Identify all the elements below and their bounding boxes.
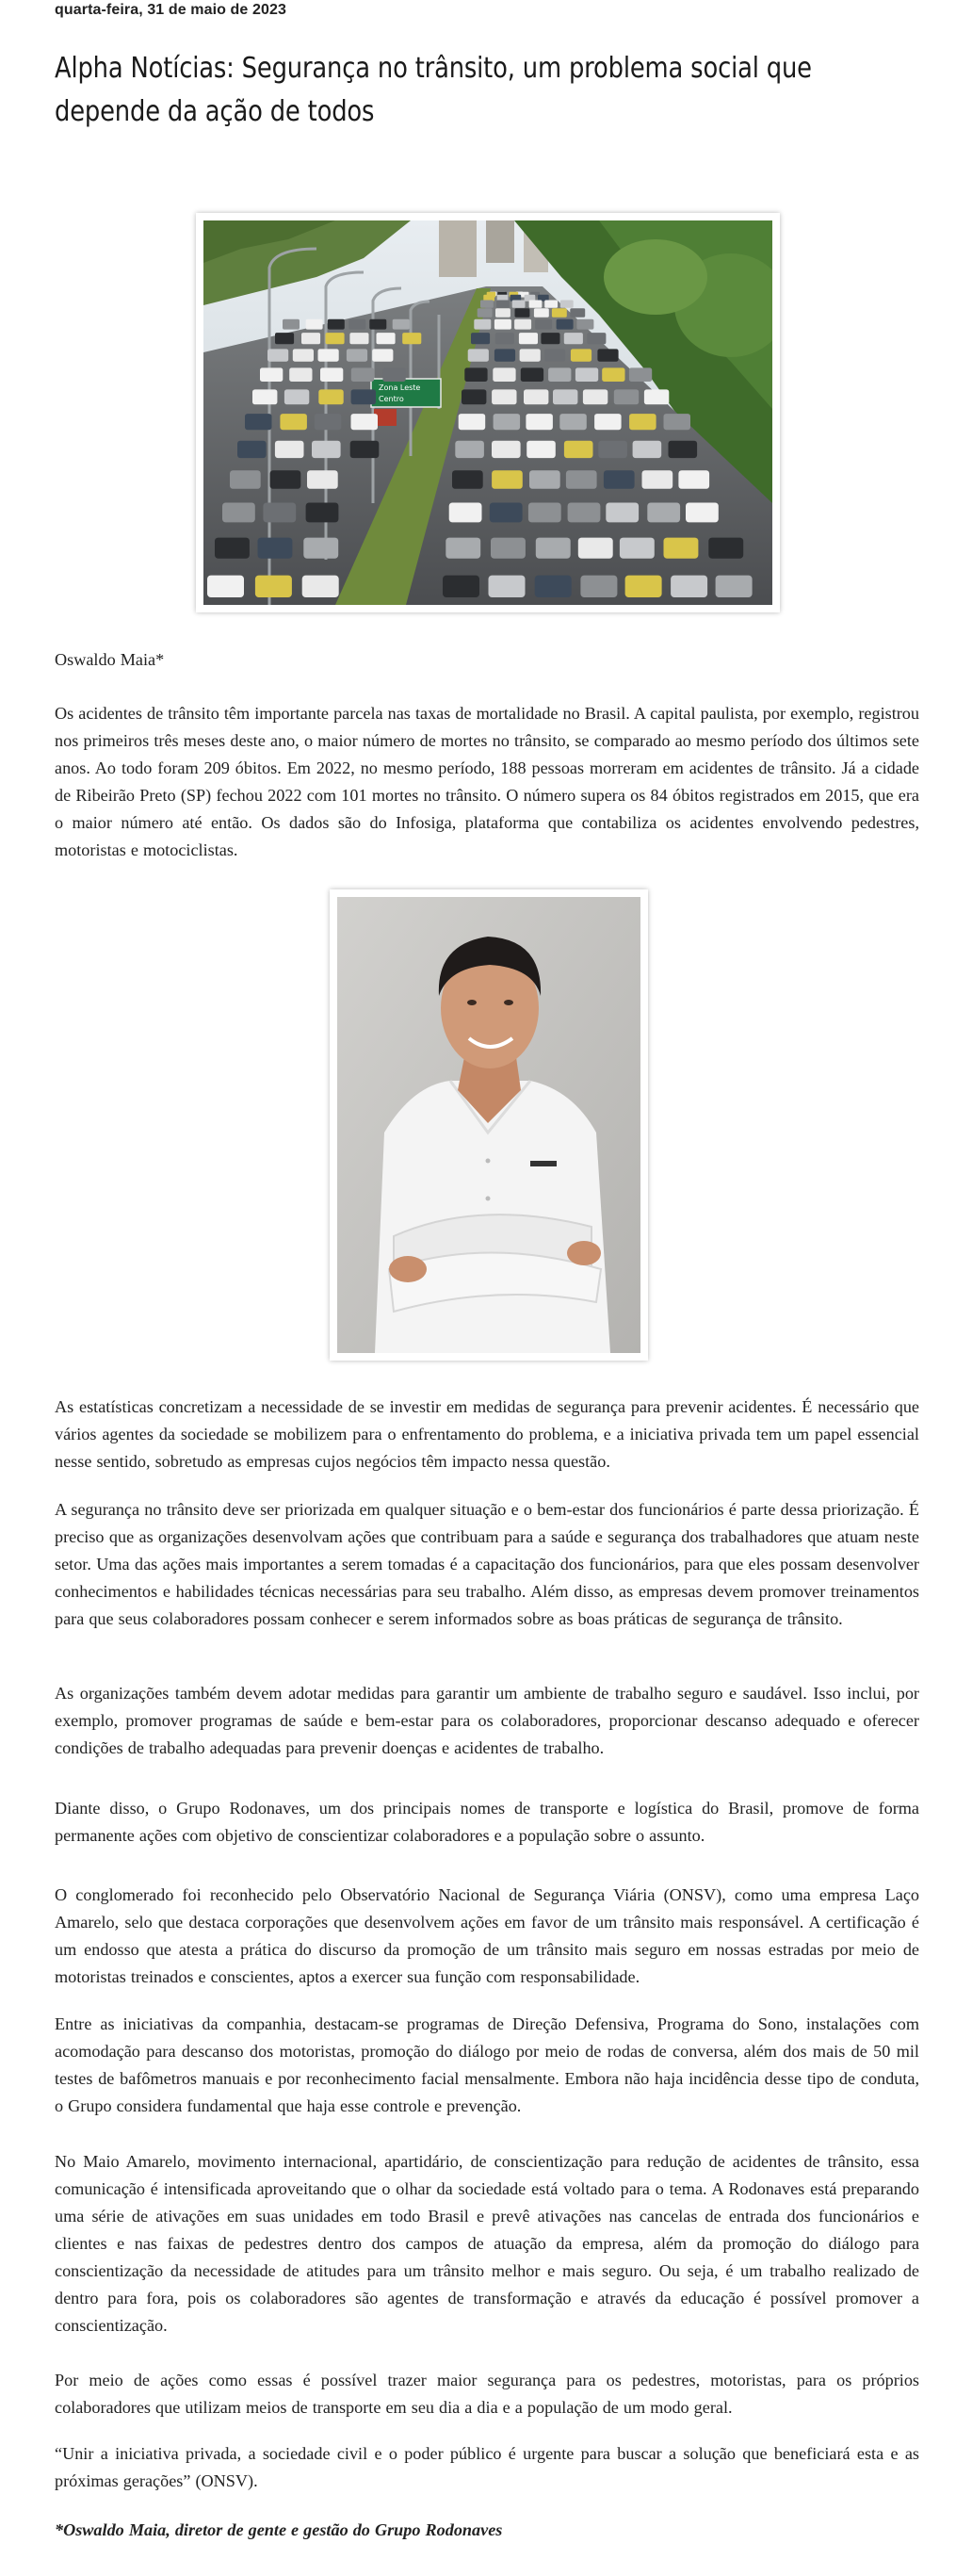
car (564, 441, 593, 458)
car (578, 538, 613, 559)
car (568, 503, 601, 523)
car (544, 301, 558, 308)
car (491, 538, 526, 559)
car (446, 538, 480, 559)
car (443, 576, 479, 597)
car (678, 470, 709, 489)
car (664, 538, 699, 559)
car (571, 349, 591, 361)
paragraph-6: O conglomerado foi reconhecido pelo Observatório Nacional de Segurança Viária (ONSV), como uma empresa Laço Amarelo, selo que destaca corporações que desenvolvem ações em favor de um trânsito mais responsável. A certificação é um endosso que atesta a prática do discurso da promoção de um trânsito mais seguro em nossas estradas por meio de motoristas treinados e conscientes, aptos a exercer sua função com responsabilidade. (55, 1885, 919, 1986)
paragraph-10: “Unir a iniciativa privada, a sociedade civil e o poder público é urgente para buscar a solução que beneficiará esta e as próximas gerações” (ONSV). (55, 2444, 919, 2490)
author-portrait-image (337, 897, 640, 1353)
car (526, 414, 553, 430)
car (494, 349, 515, 361)
car (351, 367, 374, 382)
car (230, 470, 261, 489)
sign-text-2: Centro (379, 395, 404, 403)
car (293, 349, 314, 361)
car (716, 576, 753, 597)
car (598, 441, 627, 458)
car (349, 333, 368, 344)
car (452, 470, 483, 489)
car (326, 333, 345, 344)
car (570, 308, 585, 318)
car (474, 319, 491, 330)
car (490, 503, 523, 523)
author-portrait-photo[interactable] (330, 889, 648, 1361)
paragraph-1: Os acidentes de trânsito têm importante parcela nas taxas de mortalidade no Brasil. A capital paulista, por exemplo, registrou nos primeiros três meses deste ano, o maior número de mortes no trânsito, se comparado ao mesmo período dos últimos sete anos. Ao todo foram 209 óbitos. Em 2022, no mesmo período, 188 pessoas morreram em acidentes de trânsito. Já a cidade de Ribeirão Preto (SP) fechou 2022 com 101 mortes no trânsito. O número supera os 84 óbitos registrados em 2015, que era o maior número até então. Os dados são do Infosiga, plataforma que contabiliza os acidentes envolvendo pedestres, motoristas e motociclistas. (55, 704, 919, 859)
car (255, 576, 292, 597)
car (492, 470, 523, 489)
car (270, 470, 301, 489)
car (534, 308, 549, 318)
car (267, 349, 288, 361)
car (664, 414, 691, 430)
car (604, 470, 635, 489)
car (686, 503, 719, 523)
car (455, 441, 484, 458)
car (552, 308, 567, 318)
car (493, 367, 515, 382)
car (377, 333, 396, 344)
car (245, 414, 272, 430)
car (602, 367, 624, 382)
car (464, 367, 487, 382)
car (351, 414, 379, 430)
traffic-photo[interactable] (196, 213, 780, 612)
car (575, 367, 598, 382)
car (669, 441, 698, 458)
car (318, 389, 343, 404)
car (402, 333, 421, 344)
car (459, 414, 486, 430)
car (625, 576, 662, 597)
car (307, 470, 338, 489)
car (312, 441, 341, 458)
car (315, 414, 342, 430)
car (647, 503, 680, 523)
car (587, 333, 606, 344)
car (629, 414, 656, 430)
car (512, 301, 526, 308)
car (468, 349, 489, 361)
traffic-photo-image (203, 220, 772, 605)
car (280, 414, 307, 430)
car (614, 389, 639, 404)
car (553, 389, 577, 404)
paragraph-5: Diante disso, o Grupo Rodonaves, um dos principais nomes de transporte e logística do Brasil, promove de forma permanente ações com objetivo de conscientizar colaboradores e a população sobre o assunto. (55, 1799, 919, 1845)
car (492, 389, 516, 404)
car (222, 503, 255, 523)
car (478, 308, 493, 318)
car (515, 308, 530, 318)
car (237, 441, 267, 458)
car (557, 319, 574, 330)
car (302, 576, 339, 597)
car (306, 503, 339, 523)
car (535, 576, 572, 597)
car (263, 503, 296, 523)
car (393, 319, 410, 330)
car (494, 414, 521, 430)
car (301, 333, 320, 344)
car (492, 441, 521, 458)
car (580, 576, 617, 597)
car (283, 319, 300, 330)
car (471, 333, 490, 344)
car (462, 389, 486, 404)
car (524, 389, 548, 404)
car (541, 333, 559, 344)
car (564, 333, 583, 344)
car (320, 367, 343, 382)
car (328, 319, 345, 330)
car (350, 441, 380, 458)
car (529, 301, 543, 308)
car (620, 538, 655, 559)
car (306, 319, 323, 330)
car (520, 349, 541, 361)
car (252, 389, 277, 404)
car (258, 538, 293, 559)
car (215, 538, 250, 559)
paragraph-7: Entre as iniciativas da companhia, destacam-se programas de Direção Defensiva, Programa do Sono, instalações com acomodação para descanso dos motoristas, promoção do diálogo por meio de rodas de conversa, além dos mais de 50 mil testes de bafômetros manuais e por reconhecimento facial mensalmente. Embora não haja incidência desse tipo de conduta, o Grupo considera fundamental que haja esse controle e prevenção. (55, 2014, 919, 2115)
car (369, 319, 386, 330)
paragraph-2: As estatísticas concretizam a necessidade de se investir em medidas de segurança para prevenir acidentes. É necessário que vários agentes da sociedade se mobilizem para o enfrentamento do problema, e a iniciativa privada tem um papel essencial nesse sentido, sobretudo as empresas cujos negócios têm impacto nessa questão. (55, 1397, 919, 1471)
car (708, 538, 743, 559)
sign-text-1: Zona Leste (379, 383, 421, 392)
car (495, 333, 514, 344)
author-line: Oswaldo Maia* (55, 650, 165, 669)
car (275, 441, 304, 458)
car (496, 301, 510, 308)
car (480, 301, 494, 308)
car (642, 470, 673, 489)
car (583, 389, 608, 404)
car (560, 301, 574, 308)
car (535, 319, 552, 330)
car (529, 470, 560, 489)
car (559, 414, 587, 430)
car (275, 333, 294, 344)
car (348, 319, 365, 330)
car (351, 389, 376, 404)
article-title: Alpha Notícias: Segurança no trânsito, um problema social que depende da ação de todos (55, 52, 812, 128)
car (382, 367, 405, 382)
paragraph-3: A segurança no trânsito deve ser priorizada em qualquer situação e o bem-estar dos funcionários é parte dessa priorização. É preciso que as organizações desenvolvam ações que contribuam para a saúde e segurança dos trabalhadores que atuam neste setor. Uma das ações mais importantes a serem tomadas é a capacitação dos funcionários, para que eles possam desenvolver conhecimentos e habilidades técnicas necessárias para seu trabalho. Além disso, as empresas devem promover treinamentos para que seus colaboradores possam conhecer e serem informados sobre as boas práticas de segurança de trânsito. (55, 1500, 919, 1628)
car (521, 367, 543, 382)
car (536, 538, 571, 559)
car (372, 349, 393, 361)
post-date: quarta-feira, 31 de maio de 2023 (55, 2, 286, 18)
paragraph-9: Por meio de ações como essas é possível trazer maior segurança para os pedestres, motoristas, para os próprios colaboradores que utilizam meios de transporte em seu dia a dia e a população de um modo geral. (55, 2371, 919, 2417)
car (606, 503, 639, 523)
car (489, 576, 526, 597)
car (544, 349, 565, 361)
car (514, 319, 531, 330)
car (566, 470, 597, 489)
car (629, 367, 652, 382)
paragraph-4: As organizações também devem adotar medidas para garantir um ambiente de trabalho seguro e saudável. Isso inclui, por exemplo, promover programas de saúde e bem-estar para os colaboradores, proporcionar descanso adequado e oferecer condições de trabalho adequadas para prevenir doenças e acidentes de trabalho. (55, 1684, 919, 1757)
car (495, 308, 510, 318)
author-signature: *Oswaldo Maia, diretor de gente e gestão do Grupo Rodonaves (55, 2520, 503, 2539)
car (519, 333, 538, 344)
car (347, 349, 367, 361)
car (644, 389, 669, 404)
car (260, 367, 283, 382)
car (633, 441, 662, 458)
car (318, 349, 339, 361)
car (597, 349, 618, 361)
car (449, 503, 482, 523)
paragraph-8: No Maio Amarelo, movimento internacional, apartidário, de conscientização para redução de acidentes de trânsito, essa comunicação é intensificada aproveitando que o olhar da sociedade está voltado para o tema. A Rodonaves está preparando uma série de ativações em suas unidades em todo Brasil e prevê ativações nas cancelas de entrada dos funcionários e clientes e nas faixas de pedestres dentro dos campos de atuação da empresa, além da promoção do diálogo para conscientização da necessidade de atitudes para um trânsito melhor e mais seguro. Ou seja, é um trabalho realizado de dentro para fora, pois os colaboradores são agentes de transformação e através da educação é possível promover a conscientização. (55, 2152, 919, 2335)
car (494, 319, 511, 330)
car (284, 389, 309, 404)
car (527, 441, 556, 458)
car (528, 503, 561, 523)
car (576, 319, 593, 330)
car (548, 367, 571, 382)
car (671, 576, 707, 597)
car (289, 367, 312, 382)
car (207, 576, 244, 597)
car (303, 538, 338, 559)
car (594, 414, 622, 430)
